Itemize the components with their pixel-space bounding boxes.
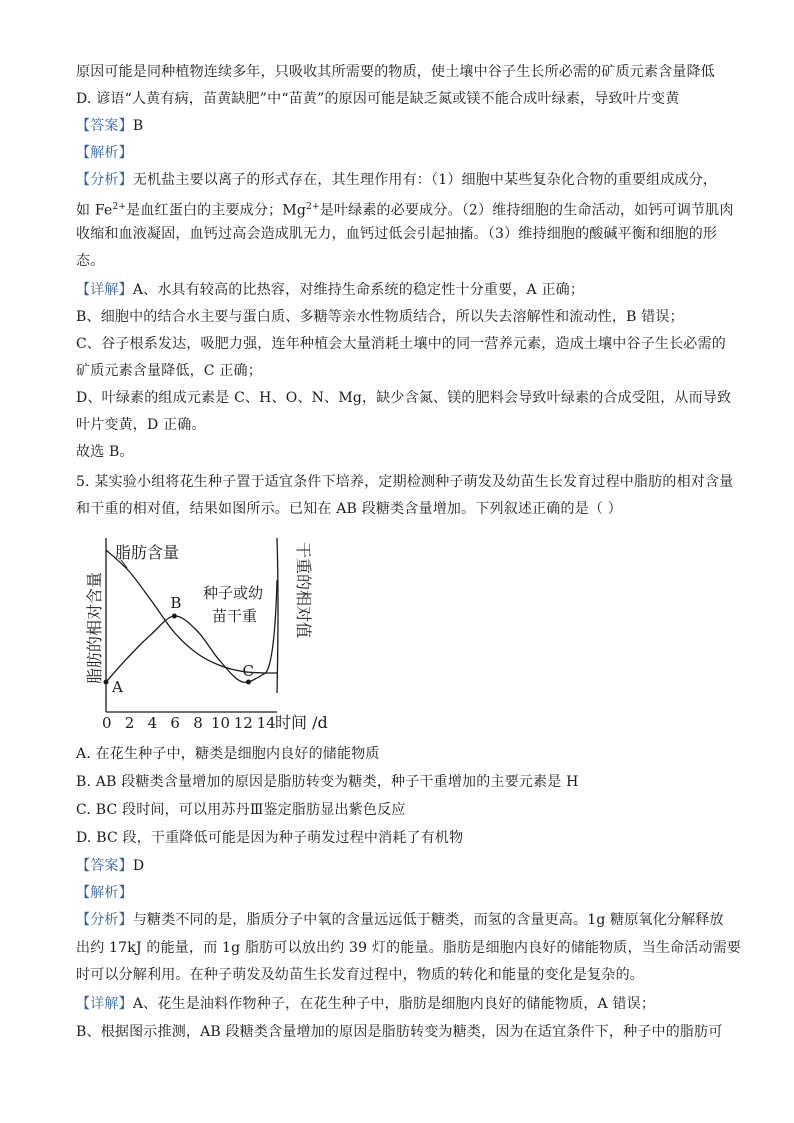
q4-text-line: 原因可能是同种植物连续多年，只吸收其所需要的物质，使土壤中谷子生长所必需的矿质元素含量降低: [76, 64, 715, 80]
point-c-label: C: [242, 662, 254, 680]
q4-detail-line: [76, 280, 726, 300]
analysis-tag: 【分析】: [76, 172, 133, 188]
q5-chart: [76, 530, 366, 735]
detail-tag: 【详解】: [76, 996, 133, 1012]
q4-analysis-line: 收缩和血液凝固，血钙过高会造成肌无力，血钙过低会引起抽搐。（3）维持细胞的酸碱平衡和细胞的形: [76, 226, 718, 242]
fat-content-label: 脂肪含量: [115, 543, 180, 562]
q5-analysis-line: [76, 910, 726, 930]
ion-charge: 2+: [112, 202, 127, 212]
q4-conclusion: 故选 B。: [76, 444, 134, 460]
point-a-marker: [104, 680, 109, 685]
q5-option-a: A. 在花生种子中，糖类是细胞内良好的储能物质: [76, 746, 380, 762]
point-c-marker: [246, 680, 251, 685]
analysis-text: 是血红蛋白的主要成分；Mg: [126, 202, 307, 219]
q4-detail-line: D、叶绿素的组成元素是 C、H、O、N、Mg，缺少含氮、镁的肥料会导致叶绿素的合成受阻，从而导致: [76, 390, 732, 406]
q4-analysis-line: [76, 170, 726, 190]
q4-detail-line: 叶片变黄，D 正确。: [76, 417, 206, 433]
q5-detail-line: B、根据图示推测，AB 段糖类含量增加的原因是脂肪转变为糖类，因为在适宜条件下，种子中的脂肪可: [76, 1024, 723, 1040]
detail-text: A、花生是油料作物种子，在花生种子中，脂肪是细胞内良好的储能物质，A 错误；: [132, 996, 656, 1012]
analysis-text: 如 Fe: [76, 202, 113, 219]
q5-jiexi-tag: 【解析】: [76, 885, 133, 901]
x-tick-label: 6: [170, 714, 180, 732]
x-tick-labels: [102, 714, 276, 732]
answer-tag: 【答案】: [76, 858, 133, 874]
q5-answer: [76, 856, 726, 876]
q5-option-c: C. BC 段时间，可以用苏丹Ⅲ鉴定脂肪显出紫色反应: [76, 802, 406, 818]
q5-option-b: B. AB 段糖类含量增加的原因是脂肪转变为糖类，种子干重增加的主要元素是 H: [76, 774, 579, 790]
point-b-label: B: [170, 594, 182, 612]
q4-jiexi-tag: 【解析】: [76, 145, 133, 161]
right-axis-line: [277, 538, 278, 693]
analysis-text: 无机盐主要以离子的形式存在，其生理作用有：（1）细胞中某些复杂化合物的重要组成成分，: [132, 172, 718, 188]
q4-analysis-line: 态。: [76, 253, 105, 269]
right-axis-label: 干重的相对值: [294, 542, 313, 639]
x-tick-label: 2: [124, 714, 135, 732]
q5-analysis-line: 时可以分解利用。在种子萌发及幼苗生长发育过程中，物质的转化和能量的变化是复杂的。: [76, 967, 644, 983]
x-axis-unit: 时间 /d: [275, 713, 328, 732]
q4-detail-line: B、细胞中的结合水主要与蛋白质、多糖等亲水性物质结合，所以失去溶解性和流动性，B 错误；: [76, 309, 684, 325]
q5-detail-line: [76, 994, 726, 1014]
point-b-marker: [172, 614, 177, 619]
x-tick-label: 10: [211, 714, 231, 732]
q5-chart-svg: [76, 530, 366, 735]
q5-stem: 和干重的相对值，结果如图所示。已知在 AB 段糖类含量增加。下列叙述正确的是（ ）: [76, 501, 622, 517]
x-tick-label: 0: [102, 714, 112, 732]
analysis-tag: 【分析】: [76, 912, 133, 928]
detail-tag: 【详解】: [76, 282, 133, 298]
answer-value: D: [132, 858, 145, 874]
x-tick-label: 14: [256, 714, 276, 732]
answer-value: B: [132, 118, 144, 134]
analysis-text: 与糖类不同的是，脂质分子中氧的含量远远低于糖类，而氢的含量更高。1g 糖原氧化分解释放: [132, 912, 724, 928]
x-tick-label: 4: [147, 714, 158, 732]
q4-detail-line: C、谷子根系发达，吸肥力强，连年种植会大量消耗土壤中的同一营养元素，造成土壤中谷子生长必需的: [76, 336, 726, 352]
q5-option-d: D. BC 段，干重降低可能是因为种子萌发过程中消耗了有机物: [76, 830, 464, 846]
analysis-text: 是叶绿素的必要成分。（2）维持细胞的生命活动，如钙可调节肌肉: [319, 202, 734, 219]
q4-answer: [76, 116, 726, 136]
x-tick-label: 12: [233, 714, 253, 732]
x-tick-label: 8: [193, 714, 203, 732]
left-axis-label: 脂肪的相对含量: [85, 571, 104, 684]
q4-detail-line: 矿质元素含量降低，C 正确；: [76, 363, 262, 379]
answer-tag: 【答案】: [76, 118, 133, 134]
dry-weight-label: 苗干重: [212, 607, 258, 625]
q5-analysis-line: 出约 17kJ 的能量，而 1g 脂肪可以放出约 39 灯的能量。脂肪是细胞内良好的储能物质，当生命活动需要: [76, 940, 742, 956]
detail-text: A、水具有较高的比热容，对维持生命系统的稳定性十分重要，A 正确；: [132, 282, 585, 298]
point-a-label: A: [112, 678, 123, 696]
ion-charge: 2+: [306, 202, 320, 212]
dry-weight-label: 种子或幼: [203, 584, 264, 602]
q4-option-d: D. 谚语“人黄有病，苗黄缺肥”中“苗黄”的原因可能是缺乏氮或镁不能合成叶绿素，导致叶片变黄: [76, 91, 680, 107]
q5-stem: 5. 某实验小组将花生种子置于适宜条件下培养，定期检测种子萌发及幼苗生长发育过程中脂肪的相对含量: [76, 474, 734, 490]
q4-analysis-line: [76, 197, 734, 221]
